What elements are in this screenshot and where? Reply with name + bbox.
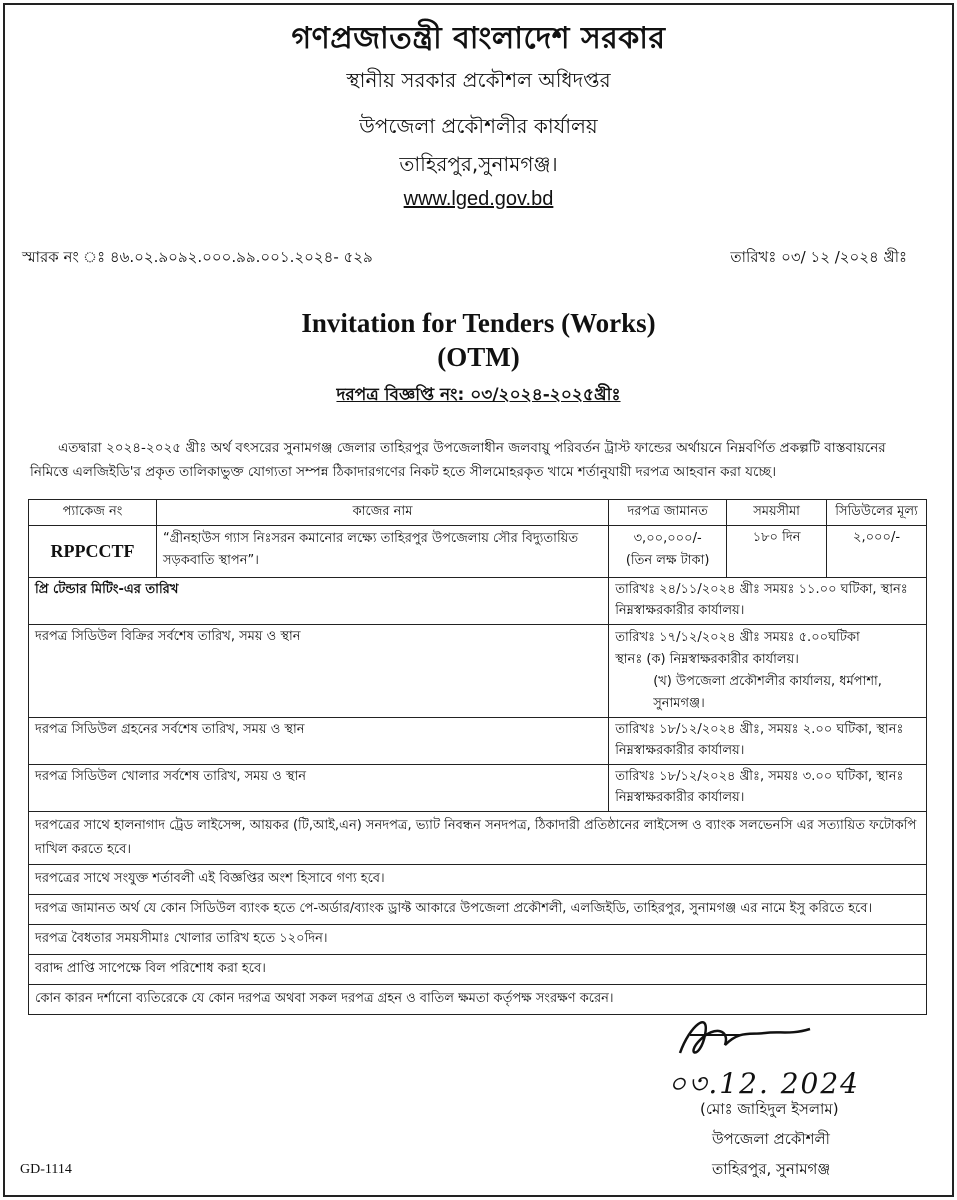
header-duration: সময়সীমা — [727, 500, 827, 526]
package-no: RPPCCTF — [29, 526, 157, 578]
officer-designation: উপজেলা প্রকৌশলী — [712, 1130, 830, 1148]
sale-place-b: (খ) উপজেলা প্রকৌশলীর কার্যালয়, ধর্মপাশা, সুনামগঞ্জ। — [653, 674, 882, 711]
open-label: দরপত্র সিডিউল খোলার সর্বশেষ তারিখ, সময় ও স্থান — [29, 765, 609, 812]
condition-2: দরপত্রের সাথে সংযুক্ত শর্তাবলী এই বিজ্ঞপ্তির অংশ হিসাবে গণ্য হবে। — [29, 865, 927, 895]
table-row — [29, 812, 927, 865]
table-row — [29, 895, 927, 925]
pre-tender-value: তারিখঃ ২৪/১১/২০২৪ খ্রীঃ সময়ঃ ১১.০০ ঘটিকা, স্থানঃ নিম্নস্বাক্ষরকারীর কার্যালয়। — [609, 578, 927, 625]
table-row — [29, 955, 927, 985]
intro-paragraph: এতদ্বারা ২০২৪-২০২৫ খ্রীঃ অর্থ বৎসরের সুনামগঞ্জ জেলার তাহিরপুর উপজেলাধীন জলবায়ু পরিবর্তন ট্রাস্ট ফান্ডের অর্থায়নে নিম্নবর্ণিত প্রকল্পটি বাস্তবায়নের নিমিত্তে এলজিইডি'র প্রকৃত তালিকাভুক্ত যোগ্যতা সম্পন্ন ঠিকাদারগণের নিকট হতে সীলমোহরকৃত খামে শর্তানুযায়ী দরপত্র আহবান করা যচ্ছে। — [30, 440, 886, 480]
table-row — [29, 865, 927, 895]
table-row — [29, 578, 927, 625]
security-words: (তিন লক্ষ টাকা) — [625, 553, 710, 568]
security-amount: ৩,০০,০০০/- — [633, 531, 702, 546]
duration: ১৮০ দিন — [727, 526, 827, 578]
website-link[interactable]: www.lged.gov.bd — [403, 188, 554, 210]
tender-method: (OTM) — [437, 342, 520, 372]
office-name: উপজেলা প্রকৌশলীর কার্যালয় — [359, 114, 598, 138]
header-package: প্যাকেজ নং — [29, 500, 157, 526]
condition-5: বরাদ্দ প্রাপ্তি সাপেক্ষে বিল পরিশোধ করা হবে। — [29, 955, 927, 985]
header-security: দরপত্র জামানত — [609, 500, 727, 526]
table-row — [29, 526, 927, 578]
table-row — [29, 765, 927, 812]
header-price: সিডিউলের মূল্য — [827, 500, 927, 526]
tender-security — [609, 526, 727, 578]
receive-label: দরপত্র সিডিউল গ্রহনের সর্বশেষ তারিখ, সময় ও স্থান — [29, 718, 609, 765]
condition-1: দরপত্রের সাথে হালনাগাদ ট্রেড লাইসেন্স, আয়কর (টি,আই,এন) সনদপত্র, ভ্যাট নিবন্ধন সনদপত্র, ঠিকাদারী প্রতিষ্ঠানের লাইসেন্স ও ব্যাংক সলভেনসি এর সত্যায়িত ফটোকপি দাখিল করতে হবে। — [29, 812, 927, 865]
sale-date-time: তারিখঃ ১৭/১২/২০২৪ খ্রীঃ সময়ঃ ৫.০০ঘটিকা — [615, 630, 860, 645]
memo-date: তারিখঃ ০৩/ ১২ /২০২৪ খ্রীঃ — [730, 248, 907, 266]
sale-place-a: স্থানঃ (ক) নিম্নস্বাক্ষরকারীর কার্যালয়। — [615, 652, 799, 667]
schedule-price: ২,০০০/- — [827, 526, 927, 578]
footer-code: GD-1114 — [20, 1162, 72, 1177]
office-location: তাহিরপুর,সুনামগঞ্জ। — [399, 152, 558, 176]
condition-4: দরপত্র বৈধতার সময়সীমাঃ খোলার তারিখ হতে ১২০দিন। — [29, 925, 927, 955]
sale-label: দরপত্র সিডিউল বিক্রির সর্বশেষ তারিখ, সময় ও স্থান — [29, 625, 609, 718]
signature-image — [670, 1005, 830, 1065]
condition-6: কোন কারন দর্শানো ব্যতিরেকে যে কোন দরপত্র অথবা সকল দরপত্র গ্রহন ও বাতিল ক্ষমতা কর্তৃপক্ষ সংরক্ষণ করেন। — [29, 985, 927, 1015]
table-row — [29, 718, 927, 765]
work-name: “গ্রীনহাউস গ্যাস নিঃসরন কমানোর লক্ষ্যে তাহিরপুর উপজেলায় সৌর বিদ্যুতায়িত সড়কবাতি স্থাপন”। — [156, 526, 608, 578]
condition-3: দরপত্র জামানত অর্থ যে কোন সিডিউল ব্যাংক হতে পে-অর্ডার/ব্যাংক ড্রাফ্ট আকারে উপজেলা প্রকৌশলী, এলজিইডি, তাহিরপুর, সুনামগঞ্জ এর নামে ইসু করিতে হবে। — [29, 895, 927, 925]
table-row — [29, 625, 927, 718]
government-title: গণপ্রজাতন্ত্রী বাংলাদেশ সরকার — [291, 21, 666, 56]
notice-number: দরপত্র বিজ্ঞপ্তি নং: ০৩/২০২৪-২০২৫খ্রীঃ — [336, 385, 621, 405]
pre-tender-label-text: প্রি টেন্ডার মিটিং-এর তারিখ — [35, 582, 179, 597]
pre-tender-label — [29, 578, 609, 625]
officer-place: তাহিরপুর, সুনামগঞ্জ — [712, 1160, 831, 1178]
table-row — [29, 925, 927, 955]
officer-name: (মোঃ জাহিদুল ইসলাম) — [700, 1100, 839, 1118]
signature-date: ০৩.12. 2024 — [668, 1067, 860, 1100]
open-value: তারিখঃ ১৮/১২/২০২৪ খ্রীঃ, সময়ঃ ৩.০০ ঘটিকা, স্থানঃ নিম্নস্বাক্ষরকারীর কার্যালয়। — [609, 765, 927, 812]
memo-reference: স্মারক নং ঃ ৪৬.০২.৯০৯২.০০০.৯৯.০০১.২০২৪- ৫২৯ — [22, 248, 373, 266]
tender-title: Invitation for Tenders (Works) — [301, 308, 656, 338]
header-work-name: কাজের নাম — [156, 500, 608, 526]
department-name: স্থানীয় সরকার প্রকৌশল অধিদপ্তর — [346, 68, 611, 92]
tender-table — [28, 499, 927, 1015]
table-header-row — [29, 500, 927, 526]
sale-value — [609, 625, 927, 718]
receive-value: তারিখঃ ১৮/১২/২০২৪ খ্রীঃ, সময়ঃ ২.০০ ঘটিকা, স্থানঃ নিম্নস্বাক্ষরকারীর কার্যালয়। — [609, 718, 927, 765]
